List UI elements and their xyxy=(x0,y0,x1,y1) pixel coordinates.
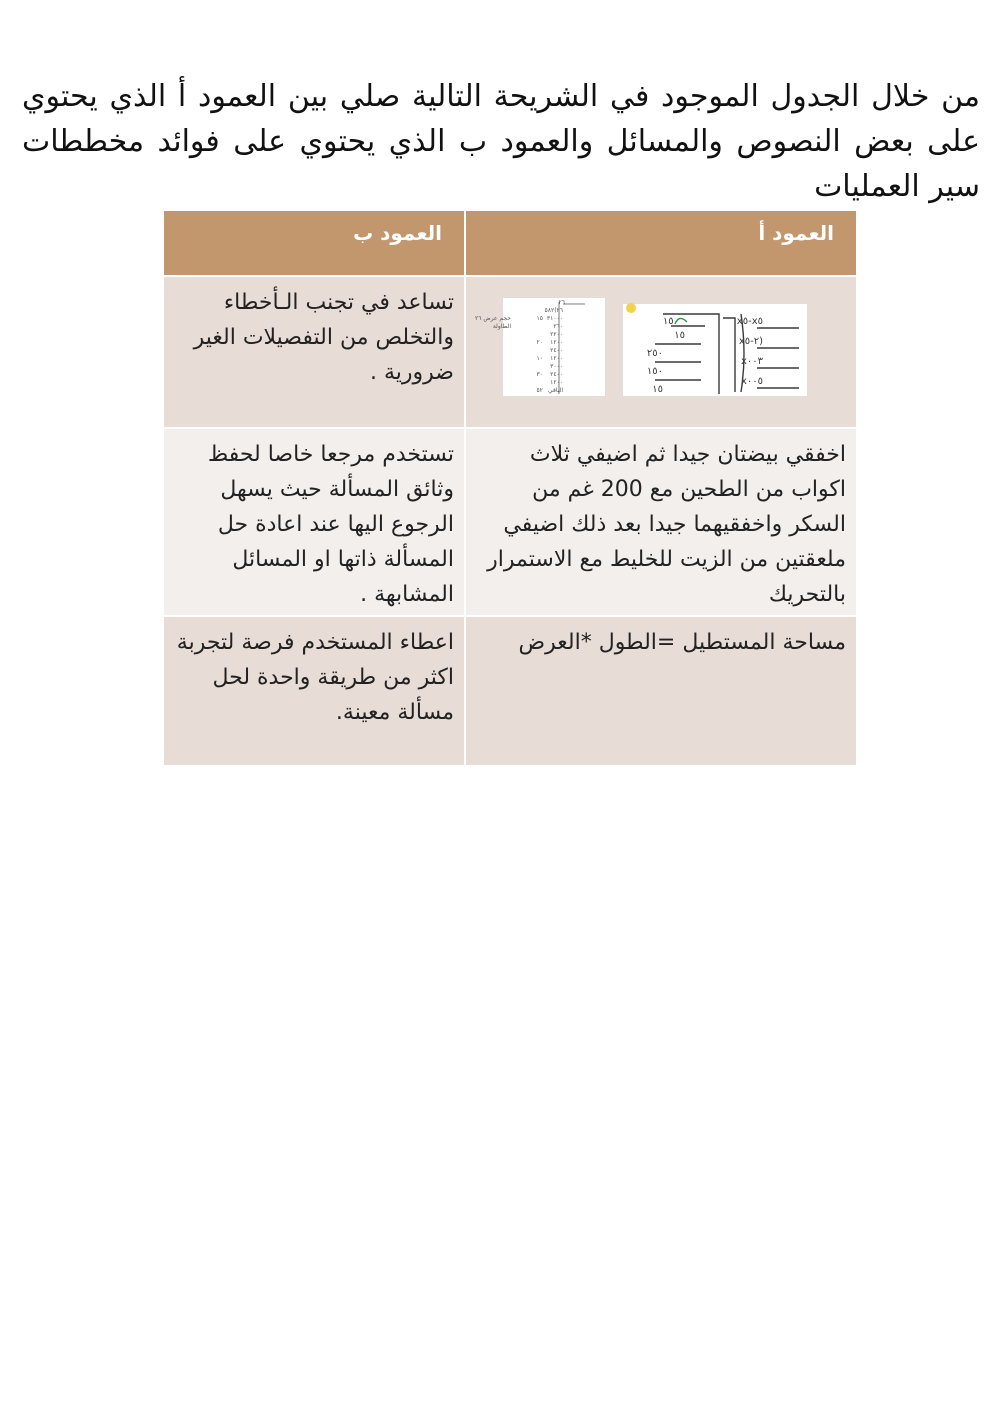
column-b-text: تساعد في تجنب الـأخطاء والتخلص من التفصيلات الغير ضرورية . xyxy=(193,290,454,385)
column-a-cell[interactable] xyxy=(465,616,857,766)
svg-text:(٢-x٥: (٢-x٥ xyxy=(738,336,763,347)
column-b-cell[interactable] xyxy=(163,276,465,428)
svg-text:x٠٠٥: x٠٠٥ xyxy=(740,376,763,387)
svg-text:٢٤٠٠: ٢٤٠٠ xyxy=(550,347,563,354)
svg-text:الطاولة: الطاولة xyxy=(492,323,511,330)
table-header-row xyxy=(163,210,857,276)
matching-table xyxy=(162,209,858,767)
svg-text:x٠٠٣: x٠٠٣ xyxy=(740,356,763,367)
column-b-header: العمود ب xyxy=(163,210,465,276)
column-b-cell[interactable] xyxy=(163,428,465,616)
table-row xyxy=(163,616,857,766)
svg-text:٢٦٠: ٢٦٠ xyxy=(553,323,563,330)
svg-text:١٥٠: ١٥٠ xyxy=(662,316,679,327)
svg-text:٥٢: ٥٢ xyxy=(536,387,543,394)
svg-text:x٥-x٥: x٥-x٥ xyxy=(736,316,763,327)
svg-text:٢٦)٥٨٢: ٢٦)٥٨٢ xyxy=(544,307,563,314)
column-a-cell-images[interactable] xyxy=(465,276,857,428)
svg-text:٢٦: ٢٦ xyxy=(558,299,565,306)
svg-text:١٠: ١٠ xyxy=(536,355,543,362)
svg-text:١٢٠٠: ١٢٠٠ xyxy=(550,379,563,386)
svg-text:الباقي: الباقي xyxy=(547,387,563,394)
svg-text:١٥: ١٥ xyxy=(674,330,685,341)
svg-text:٣٠: ٣٠ xyxy=(536,371,543,378)
svg-text:٣٠٠٠: ٣٠٠٠ xyxy=(550,363,563,370)
svg-text:٣١٠٠٠: ٣١٠٠٠ xyxy=(546,315,563,322)
svg-text:١٥: ١٥ xyxy=(536,315,543,322)
svg-text:٢٢٠٠: ٢٢٠٠ xyxy=(550,331,563,338)
column-a-text: اخفقي بيضتان جيدا ثم اضيفي ثلاث اكواب من الطحين مع 200 غم من السكر واخفقيهما جيدا بعد ذلك اضيفي ملعقتين من الزيت للخليط مع الاستمرار بالتحريك xyxy=(487,442,846,607)
worked-division-thumbnail xyxy=(475,297,606,397)
worked-division-image xyxy=(475,298,605,396)
svg-text:١٥: ١٥ xyxy=(652,384,663,395)
column-b-text: تستخدم مرجعا خاصا لحفظ وثائق المسألة حيث يسهل الرجوع اليها عند اعادة حل المسألة ذاتها او المسائل المشابهة . xyxy=(207,442,454,607)
flowchart-sketch-image xyxy=(623,304,807,396)
flowchart-sketch-thumbnail xyxy=(622,303,808,397)
column-b-cell[interactable] xyxy=(163,616,465,766)
svg-text:٢٠: ٢٠ xyxy=(536,339,543,346)
column-a-cell[interactable] xyxy=(465,428,857,616)
column-b-text: اعطاء المستخدم فرصة لتجربة اكثر من طريقة واحدة لحل مسألة معينة. xyxy=(176,630,454,725)
svg-text:١٢٠٠: ١٢٠٠ xyxy=(550,355,563,362)
instruction-text: من خلال الجدول الموجود في الشريحة التالية صلي بين العمود أ الذي يحتوي على بعض النصوص والمسائل والعمود ب الذي يحتوي على فوائد مخططات سير العمليات xyxy=(22,79,980,204)
svg-text:٢٤٠٠: ٢٤٠٠ xyxy=(550,371,563,378)
svg-text:٢٥٠: ٢٥٠ xyxy=(646,348,663,359)
column-a-header: العمود أ xyxy=(465,210,857,276)
column-a-text: مساحة المستطيل =الطول *العرض xyxy=(518,630,846,655)
svg-text:١٥٠: ١٥٠ xyxy=(646,366,663,377)
table-row xyxy=(163,276,857,428)
svg-text:١٢٠٠: ١٢٠٠ xyxy=(550,339,563,346)
svg-text:حجم عرض ٢٦: حجم عرض ٢٦ xyxy=(475,315,511,322)
table-row xyxy=(163,428,857,616)
